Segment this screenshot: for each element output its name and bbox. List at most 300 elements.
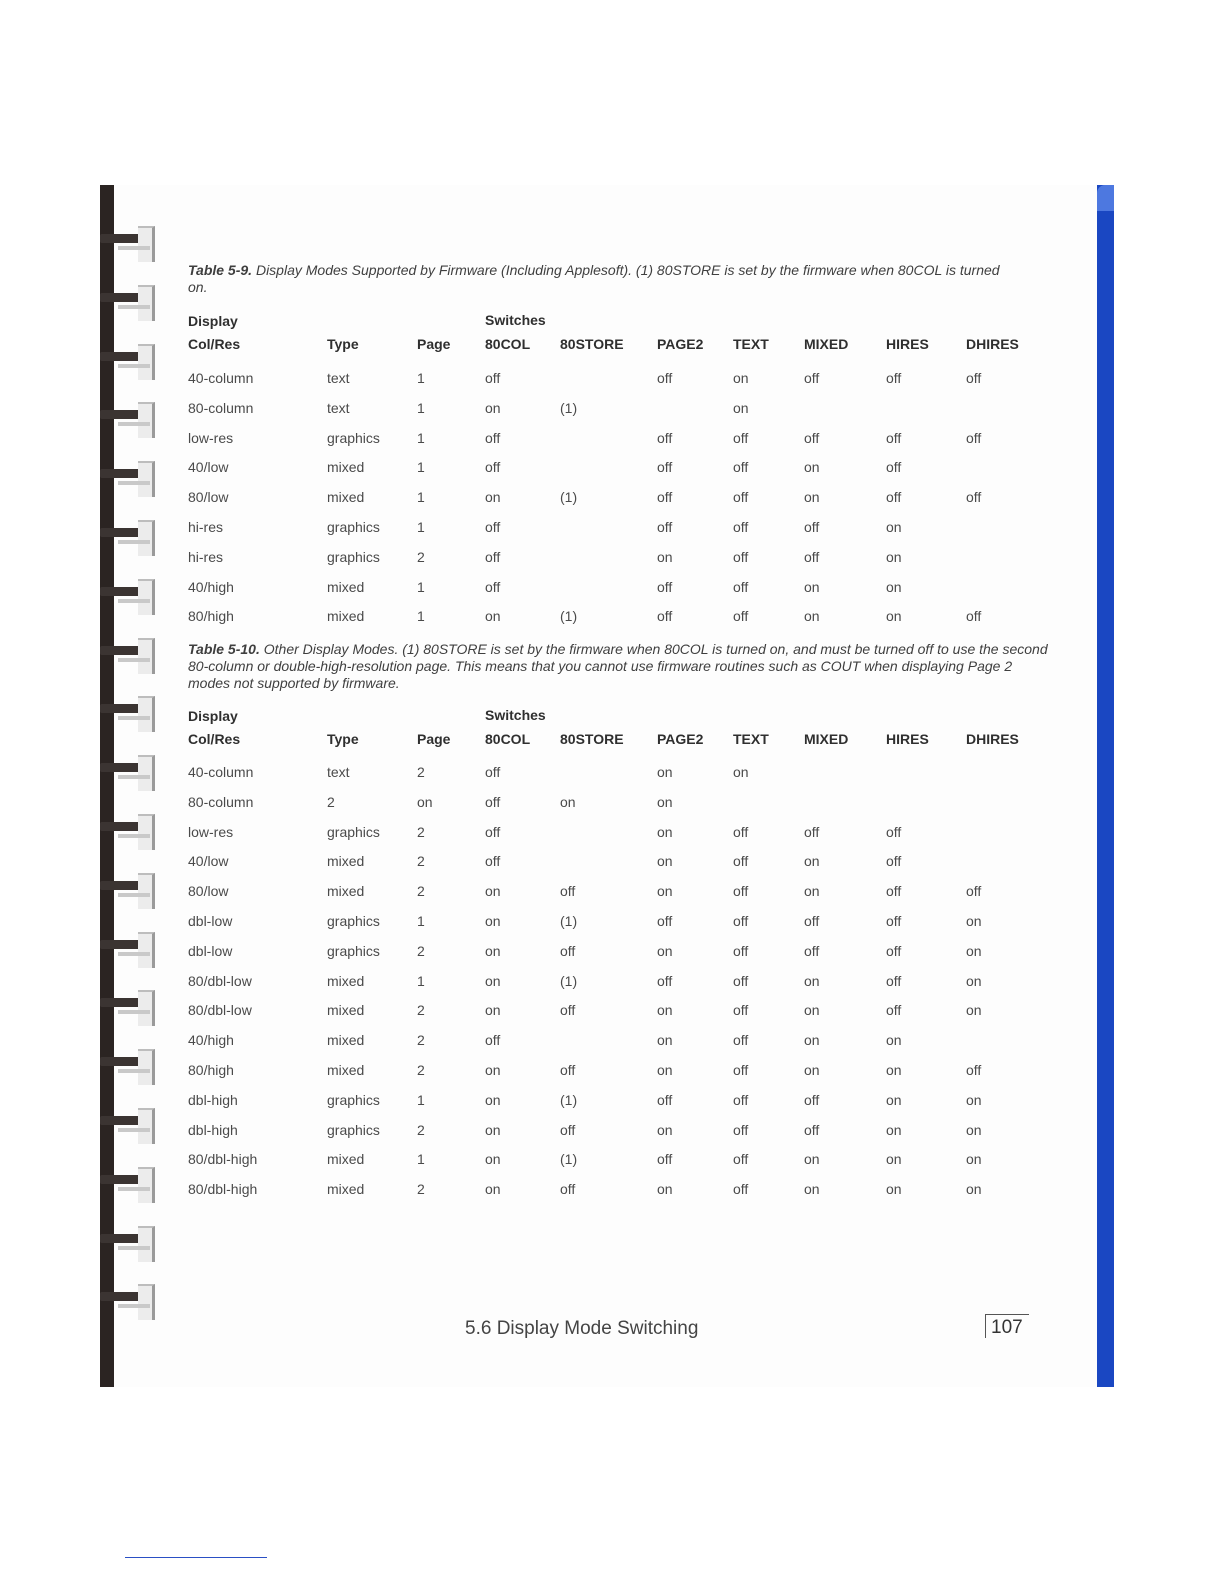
table-cell: off: [485, 764, 501, 780]
table-cell: graphics: [327, 429, 380, 446]
table-cell: off: [886, 883, 902, 900]
table-cell: 1: [417, 578, 425, 595]
table-cell: on: [560, 793, 576, 810]
table-cell: graphics: [327, 548, 380, 565]
table-cell: off: [886, 942, 902, 959]
table-cell: on: [886, 519, 902, 535]
table-cell: on: [886, 1062, 902, 1078]
table-cell: low-res: [188, 429, 234, 446]
table-cell: off: [560, 942, 576, 959]
table-cell: off: [733, 489, 749, 506]
ring-tail: [118, 481, 150, 485]
table-cell: off: [804, 1121, 820, 1138]
table-cell: off: [657, 972, 673, 989]
table-cell: off: [657, 578, 673, 595]
table-cell: (1): [560, 489, 578, 506]
table-cell: 80/high: [188, 1062, 234, 1078]
table-cell: (1): [560, 399, 578, 416]
table-cell: off: [804, 1091, 820, 1108]
ring-hook: [138, 873, 155, 909]
table-cell: 1: [417, 1151, 425, 1168]
ring-tail: [118, 1010, 150, 1014]
binding-ring: [100, 928, 152, 972]
table-cell: off: [733, 942, 749, 959]
binding-ring: [100, 986, 152, 1030]
column-header: Type: [327, 336, 359, 352]
table-cell: mixed: [327, 578, 365, 595]
table-cell: 2: [417, 942, 425, 959]
column-header: 80STORE: [560, 731, 624, 747]
table-cell: off: [733, 608, 749, 625]
table-cell: 2: [417, 1002, 425, 1019]
table-cell: mixed: [327, 1181, 365, 1198]
table-cell: 2: [327, 793, 335, 810]
table-cell: 80/dbl-high: [188, 1181, 258, 1198]
table-cell: on: [804, 489, 820, 506]
table-cell: graphics: [327, 913, 380, 929]
table-cell: on: [485, 972, 501, 989]
table-cell: off: [804, 942, 820, 959]
table-cell: 2: [417, 1181, 425, 1198]
page-number: 107: [985, 1314, 1029, 1338]
table-cell: graphics: [327, 1091, 380, 1108]
table-cell: 40/low: [188, 459, 229, 476]
binding-ring: [100, 1222, 152, 1266]
table-cell: off: [886, 429, 902, 446]
table-cell: 80-column: [188, 399, 254, 416]
table-cell: off: [886, 1002, 902, 1019]
table-cell: 40-column: [188, 764, 254, 780]
table-cell: off: [485, 459, 501, 476]
ring-tail: [118, 540, 150, 544]
table-cell: off: [733, 429, 749, 446]
table-cell: off: [485, 519, 501, 535]
table-cell: on: [804, 883, 820, 900]
table-cell: 1: [417, 370, 425, 386]
ring-tail: [118, 305, 150, 309]
table-cell: on: [886, 548, 902, 565]
table-cell: off: [733, 548, 749, 565]
table-cell: off: [733, 853, 749, 870]
column-header: Page: [417, 731, 451, 747]
table-cell: text: [327, 399, 350, 416]
group-header-switches: Switches: [485, 312, 546, 328]
binding-ring: [100, 457, 152, 501]
ring-hook: [138, 696, 155, 732]
column-header: Col/Res: [188, 336, 241, 352]
ring-hook: [138, 1284, 155, 1320]
table-cell: 80/dbl-high: [188, 1151, 258, 1168]
binding-ring: [100, 281, 152, 325]
table-cell: on: [657, 548, 673, 565]
table-cell: off: [733, 1151, 749, 1168]
table-cell: on: [886, 1151, 902, 1168]
group-header-switches: Switches: [485, 707, 546, 723]
ring-tail: [118, 952, 150, 956]
ring-tail: [118, 775, 150, 779]
table-cell: off: [485, 370, 501, 386]
book-page: [100, 185, 1114, 1387]
table-cell: text: [327, 764, 350, 780]
table-cell: off: [657, 370, 673, 386]
table-cell: off: [804, 823, 820, 840]
ring-tail: [118, 422, 150, 426]
table-cell: on: [886, 608, 902, 625]
table-cell: on: [804, 853, 820, 870]
table-cell: mixed: [327, 1002, 365, 1019]
table-cell: off: [966, 489, 982, 506]
table-cell: 80-column: [188, 793, 254, 810]
table-cell: on: [804, 459, 820, 476]
table-cell: off: [657, 489, 673, 506]
caption-label: Table 5-10.: [188, 641, 260, 657]
table-cell: 1: [417, 608, 425, 625]
binding-ring: [100, 398, 152, 442]
table-cell: off: [966, 1062, 982, 1078]
ring-tail: [118, 893, 150, 897]
ring-hook: [138, 990, 155, 1026]
table-cell: on: [657, 764, 673, 780]
table-cell: off: [733, 1121, 749, 1138]
table-cell: (1): [560, 608, 578, 625]
table-cell: 2: [417, 1062, 425, 1078]
table-cell: off: [485, 793, 501, 810]
page-edge-tab: [1097, 185, 1114, 1387]
ring-hook: [138, 285, 155, 321]
column-header: 80COL: [485, 731, 531, 747]
table-cell: off: [485, 429, 501, 446]
table-cell: text: [327, 370, 350, 386]
table-cell: on: [485, 1062, 501, 1078]
binding-ring: [100, 222, 152, 266]
table-cell: (1): [560, 1091, 578, 1108]
table-cell: (1): [560, 972, 578, 989]
ring-tail: [118, 716, 150, 720]
table-cell: graphics: [327, 519, 380, 535]
ring-hook: [138, 932, 155, 968]
table-cell: off: [485, 823, 501, 840]
ring-hook: [138, 755, 155, 791]
table-cell: on: [485, 1181, 501, 1198]
table-cell: off: [733, 1002, 749, 1019]
table-5-9-caption: [188, 262, 1018, 296]
caption-label: Table 5-9.: [188, 262, 253, 278]
table-cell: on: [733, 764, 749, 780]
table-cell: off: [485, 853, 501, 870]
table-cell: off: [733, 578, 749, 595]
table-cell: 1: [417, 399, 425, 416]
column-header: 80COL: [485, 336, 531, 352]
ring-hook: [138, 226, 155, 262]
table-cell: on: [733, 370, 749, 386]
table-cell: graphics: [327, 942, 380, 959]
table-cell: on: [804, 1062, 820, 1078]
table-cell: off: [966, 608, 982, 625]
binding-ring: [100, 634, 152, 678]
table-cell: on: [966, 1091, 982, 1108]
table-cell: off: [804, 429, 820, 446]
table-cell: mixed: [327, 608, 365, 625]
ring-tail: [118, 658, 150, 662]
table-cell: on: [657, 793, 673, 810]
table-cell: on: [485, 1151, 501, 1168]
binding-ring: [100, 1280, 152, 1324]
table-cell: 2: [417, 1032, 425, 1049]
table-cell: on: [886, 578, 902, 595]
table-cell: 2: [417, 853, 425, 870]
table-cell: on: [966, 1181, 982, 1198]
table-cell: mixed: [327, 1062, 365, 1078]
table-cell: mixed: [327, 489, 365, 506]
table-cell: on: [966, 942, 982, 959]
table-cell: on: [657, 853, 673, 870]
ring-hook: [138, 814, 155, 850]
table-cell: on: [966, 1002, 982, 1019]
table-cell: on: [417, 793, 433, 810]
column-header: Page: [417, 336, 451, 352]
table-5-10-caption: [188, 641, 1048, 692]
table-cell: on: [804, 972, 820, 989]
ring-hook: [138, 1049, 155, 1085]
table-cell: off: [485, 1032, 501, 1049]
table-cell: off: [886, 853, 902, 870]
ring-hook: [138, 461, 155, 497]
table-cell: 80/dbl-low: [188, 1002, 252, 1019]
table-cell: on: [657, 883, 673, 900]
ring-hook: [138, 1167, 155, 1203]
table-cell: 2: [417, 823, 425, 840]
column-header: Type: [327, 731, 359, 747]
table-cell: off: [657, 459, 673, 476]
ring-tail: [118, 246, 150, 250]
column-header: MIXED: [804, 731, 849, 747]
table-cell: on: [657, 1121, 673, 1138]
table-cell: off: [560, 883, 576, 900]
table-cell: on: [485, 1002, 501, 1019]
table-cell: 1: [417, 972, 425, 989]
table-cell: on: [966, 1151, 982, 1168]
table-cell: 1: [417, 459, 425, 476]
table-cell: 40/low: [188, 853, 229, 870]
table-cell: off: [733, 913, 749, 929]
table-cell: on: [804, 608, 820, 625]
table-cell: on: [733, 399, 749, 416]
table-cell: on: [485, 942, 501, 959]
caption-text: Other Display Modes. (1) 80STORE is set by the firmware when 80COL is turned on, and must be turned off to use the second 80-column or double-high-resolution page. This means that you cannot use firmware routines such as COUT when displaying Page 2 modes not supported by firmware.: [188, 641, 1048, 691]
table-cell: off: [560, 1062, 576, 1078]
ring-hook: [138, 402, 155, 438]
binding-ring: [100, 869, 152, 913]
binding-ring: [100, 692, 152, 736]
table-cell: off: [733, 1181, 749, 1198]
table-cell: on: [657, 1002, 673, 1019]
ring-hook: [138, 638, 155, 674]
table-cell: 80/low: [188, 883, 229, 900]
ring-tail: [118, 834, 150, 838]
caption-text: Display Modes Supported by Firmware (Including Applesoft). (1) 80STORE is set by the firmware when 80COL is turned on.: [188, 262, 1000, 295]
table-cell: on: [966, 913, 982, 929]
ring-tail: [118, 1069, 150, 1073]
table-cell: dbl-low: [188, 942, 233, 959]
table-cell: on: [657, 942, 673, 959]
table-cell: mixed: [327, 972, 365, 989]
table-cell: on: [485, 883, 501, 900]
column-header: DHIRES: [966, 336, 1019, 352]
column-header: MIXED: [804, 336, 849, 352]
table-cell: on: [657, 1181, 673, 1198]
binding-ring: [100, 1104, 152, 1148]
page-edge-cap: [1097, 185, 1114, 211]
ring-hook: [138, 579, 155, 615]
table-cell: on: [966, 972, 982, 989]
table-cell: graphics: [327, 1121, 380, 1138]
table-cell: off: [804, 548, 820, 565]
column-header: TEXT: [733, 731, 769, 747]
ring-hook: [138, 1108, 155, 1144]
ring-hook: [138, 1226, 155, 1262]
table-cell: 1: [417, 1091, 425, 1108]
table-cell: (1): [560, 1151, 578, 1168]
binding-ring: [100, 575, 152, 619]
table-cell: on: [804, 578, 820, 595]
table-cell: on: [804, 1032, 820, 1049]
table-cell: off: [560, 1181, 576, 1198]
table-cell: mixed: [327, 1032, 365, 1049]
ring-tail: [118, 364, 150, 368]
table-cell: on: [886, 1121, 902, 1138]
table-cell: (1): [560, 913, 578, 929]
binding-ring: [100, 1045, 152, 1089]
table-cell: off: [966, 370, 982, 386]
table-cell: off: [657, 913, 673, 929]
binding-ring: [100, 810, 152, 854]
ring-tail: [118, 1128, 150, 1132]
table-cell: mixed: [327, 853, 365, 870]
table-cell: hi-res: [188, 548, 224, 565]
table-cell: off: [804, 519, 820, 535]
table-cell: off: [657, 608, 673, 625]
table-cell: on: [886, 1091, 902, 1108]
ring-tail: [118, 1304, 150, 1308]
column-header: Col/Res: [188, 731, 241, 747]
table-cell: off: [804, 913, 820, 929]
ring-tail: [118, 599, 150, 603]
column-header: 80STORE: [560, 336, 624, 352]
table-cell: on: [966, 1121, 982, 1138]
table-cell: hi-res: [188, 519, 224, 535]
table-cell: off: [733, 519, 749, 535]
table-cell: 1: [417, 519, 425, 535]
table-cell: off: [733, 459, 749, 476]
table-cell: 80/high: [188, 608, 234, 625]
group-header-display: Display: [188, 708, 238, 724]
table-cell: 1: [417, 489, 425, 506]
binding-ring: [100, 751, 152, 795]
table-cell: low-res: [188, 823, 234, 840]
table-cell: on: [485, 913, 501, 929]
ring-tail: [118, 1187, 150, 1191]
table-cell: off: [804, 370, 820, 386]
table-cell: on: [657, 823, 673, 840]
table-cell: 2: [417, 1121, 425, 1138]
table-cell: 1: [417, 429, 425, 446]
table-cell: off: [886, 489, 902, 506]
table-cell: on: [485, 1121, 501, 1138]
table-cell: 80/low: [188, 489, 229, 506]
table-cell: off: [657, 1091, 673, 1108]
table-cell: 80/dbl-low: [188, 972, 252, 989]
ring-tail: [118, 1246, 150, 1250]
table-cell: off: [657, 429, 673, 446]
table-cell: off: [733, 1062, 749, 1078]
table-cell: off: [733, 1091, 749, 1108]
binding-ring: [100, 516, 152, 560]
binding-ring: [100, 1163, 152, 1207]
table-cell: off: [886, 459, 902, 476]
group-header-display: Display: [188, 313, 238, 329]
table-cell: off: [485, 548, 501, 565]
table-cell: graphics: [327, 823, 380, 840]
column-header: PAGE2: [657, 731, 704, 747]
ring-hook: [138, 344, 155, 380]
table-cell: on: [485, 1091, 501, 1108]
table-cell: off: [733, 1032, 749, 1049]
table-cell: on: [485, 489, 501, 506]
table-cell: 2: [417, 548, 425, 565]
table-cell: on: [804, 1002, 820, 1019]
table-cell: off: [657, 519, 673, 535]
ring-hook: [138, 520, 155, 556]
table-cell: 2: [417, 883, 425, 900]
link-underline: [125, 1557, 267, 1558]
column-header: HIRES: [886, 731, 929, 747]
table-cell: dbl-high: [188, 1091, 238, 1108]
table-cell: mixed: [327, 459, 365, 476]
table-cell: off: [485, 578, 501, 595]
table-cell: off: [560, 1002, 576, 1019]
column-header: HIRES: [886, 336, 929, 352]
table-cell: on: [804, 1151, 820, 1168]
table-cell: off: [886, 913, 902, 929]
binding-ring: [100, 340, 152, 384]
table-cell: dbl-high: [188, 1121, 238, 1138]
column-header: DHIRES: [966, 731, 1019, 747]
table-cell: off: [966, 883, 982, 900]
table-cell: dbl-low: [188, 913, 233, 929]
table-cell: on: [886, 1032, 902, 1049]
table-cell: 1: [417, 913, 425, 929]
table-cell: off: [733, 883, 749, 900]
table-cell: 40/high: [188, 1032, 234, 1049]
table-cell: off: [886, 972, 902, 989]
table-cell: off: [733, 972, 749, 989]
column-header: TEXT: [733, 336, 769, 352]
table-cell: on: [886, 1181, 902, 1198]
table-cell: 40/high: [188, 578, 234, 595]
table-cell: 2: [417, 764, 425, 780]
table-cell: on: [485, 399, 501, 416]
table-cell: off: [966, 429, 982, 446]
table-cell: off: [560, 1121, 576, 1138]
table-cell: mixed: [327, 1151, 365, 1168]
table-cell: 40-column: [188, 370, 254, 386]
section-title: 5.6 Display Mode Switching: [465, 1318, 699, 1339]
table-cell: off: [733, 823, 749, 840]
table-cell: on: [657, 1032, 673, 1049]
table-cell: mixed: [327, 883, 365, 900]
table-cell: off: [886, 370, 902, 386]
table-cell: off: [657, 1151, 673, 1168]
